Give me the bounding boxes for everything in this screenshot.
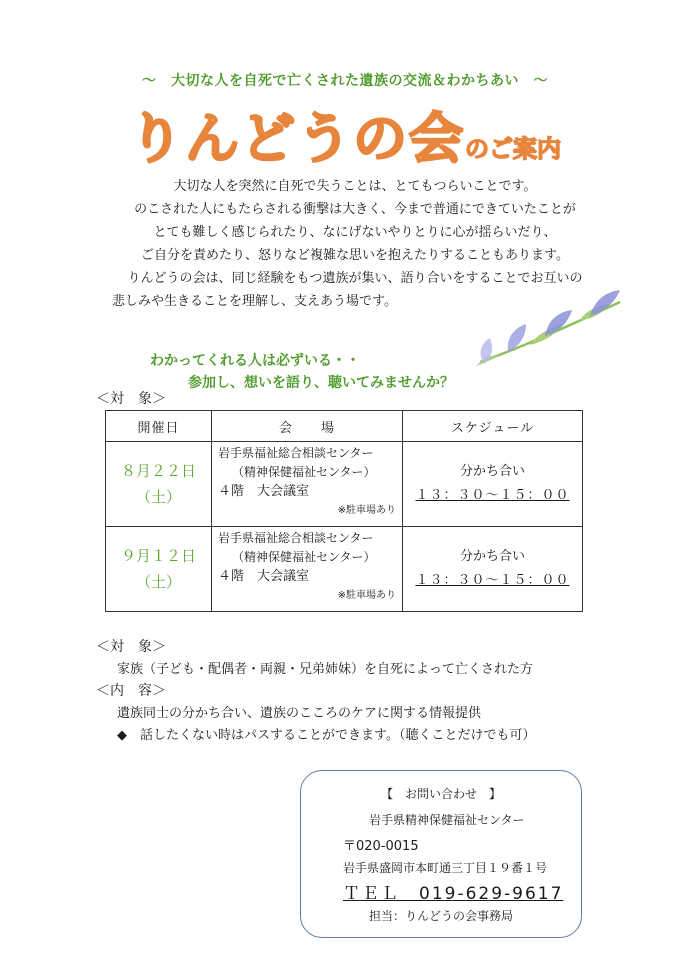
schedule-table [105, 410, 583, 612]
intro-line: 大切な人を突然に自死で失うことは、とてもつらいことです。 [173, 179, 537, 194]
venue-subname: （精神保健福祉センター） [232, 550, 376, 564]
parking-note: ※駐車場あり [337, 590, 396, 601]
date-cell [106, 442, 212, 527]
contact-box [300, 770, 582, 938]
schedule-cell [403, 527, 583, 612]
diamond-bullet-icon: ◆ [117, 728, 127, 743]
schedule-section-label: ＜対 象＞ [96, 391, 166, 407]
header-subtitle: ～ 大切な人を自死で亡くされた遺族の交流＆わかちあい ～ [142, 73, 548, 89]
parking-note: ※駐車場あり [337, 505, 396, 516]
content-description: 遺族同士の分かち合い、遺族のこころのケアに関する情報提供 [117, 706, 482, 721]
contact-heading: 【 お問い合わせ 】 [381, 787, 502, 801]
page-title [0, 96, 690, 173]
intro-line: りんどうの会は、同じ経験をもつ遺族が集い、語り合いをすることでお互いの [127, 271, 583, 286]
venue-name: 岩手県福祉総合相談センター [218, 531, 374, 545]
program-time: １３：３０～１５：００ [415, 488, 570, 503]
schedule-cell [403, 442, 583, 527]
date-cell [106, 527, 212, 612]
contact-organization: 岩手県精神保健福祉センター [369, 813, 525, 827]
title-main: りんどうの会 [129, 107, 465, 170]
title-suffix: のご案内 [465, 135, 561, 163]
target-section-label: ＜対 象＞ [96, 639, 166, 655]
intro-line: とても難しく感じられたり、なにげないやりとりに心が揺らいだり、 [153, 225, 557, 240]
venue-subname: （精神保健福祉センター） [232, 465, 376, 479]
venue-cell [212, 527, 403, 612]
contact-phone: ＴＥＬ 019-629-9617 [343, 884, 564, 904]
contact-person: 担当：りんどうの会事務局 [369, 909, 514, 923]
venue-cell [212, 442, 403, 527]
program-name: 分かち合い [459, 549, 525, 564]
intro-line: のこされた人にもたらされる衝撃は大きく、今まで普通にできていたことが [134, 202, 576, 217]
catchphrase-line-1: わかってくれる人は必ずいる・・ [150, 353, 360, 369]
column-header-venue: 会 場 [212, 411, 403, 442]
venue-room: ４階 大会議室 [218, 484, 310, 499]
event-weekday: （土） [135, 573, 181, 591]
table-header-row [106, 411, 583, 442]
contact-address: 岩手県盛岡市本町通三丁目１９番１号 [343, 861, 548, 875]
content-section-label: ＜内 容＞ [96, 683, 166, 699]
bullet-text: 話したくない時はパスすることができます。（聴くことだけでも可） [140, 728, 536, 743]
event-weekday: （土） [135, 488, 181, 506]
gentian-flower-illustration [470, 290, 630, 370]
bullet-item [117, 724, 535, 743]
event-date: ９月１２日 [120, 547, 196, 565]
event-date: ８月２２日 [120, 462, 196, 480]
venue-room: ４階 大会議室 [218, 569, 310, 584]
intro-line: 悲しみや生きることを理解し、支えあう場です。 [112, 294, 397, 309]
column-header-date: 開催日 [106, 411, 212, 442]
venue-name: 岩手県福祉総合相談センター [218, 446, 374, 460]
catchphrase-line-2: 参加し、想いを語り、聴いてみませんか？ [188, 375, 454, 391]
target-description: 家族（子ども・配偶者・両親・兄弟姉妹）を自死によって亡くされた方 [117, 662, 534, 677]
program-name: 分かち合い [459, 464, 525, 479]
column-header-schedule: スケジュール [403, 411, 583, 442]
table-row [106, 527, 583, 612]
contact-postal-code: 〒020-0015 [343, 839, 419, 854]
intro-line: ご自分を責めたり、怒りなど複雑な思いを抱えたりすることもあります。 [141, 248, 569, 263]
table-row [106, 442, 583, 527]
program-time: １３：３０～１５：００ [415, 573, 570, 588]
